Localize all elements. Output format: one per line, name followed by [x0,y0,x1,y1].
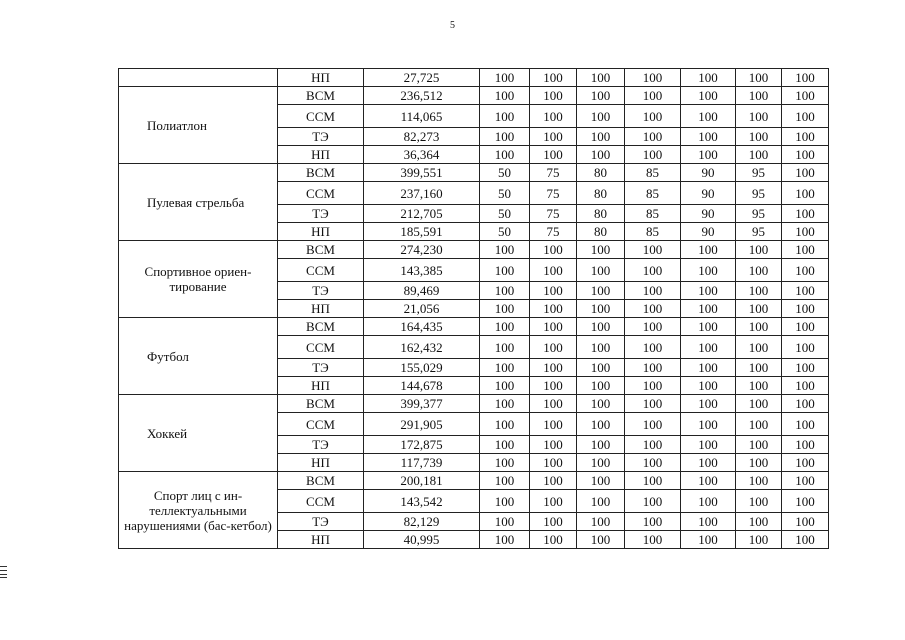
level-cell: НП [278,531,364,549]
pct-cell: 100 [577,490,625,513]
pct-cell: 100 [736,472,782,490]
pct-cell: 100 [480,318,530,336]
pct-cell: 100 [681,87,736,105]
value-cell: 399,551 [364,164,480,182]
pct-cell: 100 [736,436,782,454]
pct-cell: 100 [577,472,625,490]
pct-cell: 100 [681,318,736,336]
pct-cell: 100 [736,69,782,87]
level-cell: НП [278,454,364,472]
value-cell: 236,512 [364,87,480,105]
pct-cell: 100 [625,241,681,259]
pct-cell: 100 [681,490,736,513]
sport-name-cell: Футбол [119,318,278,395]
pct-cell: 100 [530,490,577,513]
scan-edge-mark [0,566,7,578]
pct-cell: 100 [736,377,782,395]
pct-cell: 100 [782,146,829,164]
pct-cell: 100 [736,105,782,128]
pct-cell: 100 [625,413,681,436]
pct-cell: 100 [681,128,736,146]
pct-cell: 80 [577,164,625,182]
pct-cell: 100 [681,146,736,164]
pct-cell: 100 [625,359,681,377]
value-cell: 143,385 [364,259,480,282]
pct-cell: 100 [681,105,736,128]
sport-name-cell: Хоккей [119,395,278,472]
pct-cell: 75 [530,182,577,205]
table-row [119,395,829,413]
pct-cell: 100 [530,105,577,128]
pct-cell: 100 [480,87,530,105]
pct-cell: 100 [530,300,577,318]
pct-cell: 100 [625,454,681,472]
level-cell: ВСМ [278,87,364,105]
pct-cell: 100 [530,146,577,164]
level-cell: НП [278,300,364,318]
level-cell: ССМ [278,105,364,128]
pct-cell: 100 [480,259,530,282]
table-row [119,164,829,182]
pct-cell: 100 [782,164,829,182]
pct-cell: 100 [577,146,625,164]
pct-cell: 100 [782,413,829,436]
pct-cell: 100 [530,413,577,436]
level-cell: ССМ [278,490,364,513]
pct-cell: 100 [577,513,625,531]
pct-cell: 100 [480,359,530,377]
pct-cell: 100 [480,436,530,454]
pct-cell: 100 [577,454,625,472]
pct-cell: 85 [625,164,681,182]
pct-cell: 100 [480,146,530,164]
pct-cell: 100 [782,454,829,472]
level-cell: ВСМ [278,318,364,336]
standards-table [118,68,829,549]
pct-cell: 100 [577,436,625,454]
pct-cell: 95 [736,164,782,182]
pct-cell: 90 [681,205,736,223]
pct-cell: 100 [681,513,736,531]
pct-cell: 85 [625,223,681,241]
value-cell: 164,435 [364,318,480,336]
pct-cell: 100 [577,105,625,128]
pct-cell: 100 [782,377,829,395]
pct-cell: 100 [782,513,829,531]
pct-cell: 100 [577,128,625,146]
pct-cell: 100 [480,300,530,318]
pct-cell: 100 [625,336,681,359]
sport-name-cell: Спорт лиц с ин-теллектуальными нарушениями (бас-кетбол) [119,472,278,549]
pct-cell: 100 [577,318,625,336]
pct-cell: 100 [577,531,625,549]
value-cell: 185,591 [364,223,480,241]
pct-cell: 80 [577,205,625,223]
pct-cell: 100 [577,87,625,105]
pct-cell: 100 [681,454,736,472]
level-cell: ТЭ [278,513,364,531]
level-cell: ВСМ [278,164,364,182]
level-cell: ССМ [278,336,364,359]
pct-cell: 100 [577,359,625,377]
pct-cell: 100 [782,282,829,300]
pct-cell: 100 [530,436,577,454]
pct-cell: 85 [625,205,681,223]
value-cell: 40,995 [364,531,480,549]
pct-cell: 100 [782,395,829,413]
pct-cell: 100 [480,513,530,531]
pct-cell: 95 [736,182,782,205]
pct-cell: 100 [782,205,829,223]
value-cell: 36,364 [364,146,480,164]
pct-cell: 100 [782,336,829,359]
pct-cell: 100 [782,472,829,490]
pct-cell: 100 [625,513,681,531]
pct-cell: 100 [530,531,577,549]
pct-cell: 100 [736,454,782,472]
sport-name-cell: Полиатлон [119,87,278,164]
level-cell: НП [278,146,364,164]
pct-cell: 100 [782,436,829,454]
value-cell: 114,065 [364,105,480,128]
sport-name-cell: Пулевая стрельба [119,164,278,241]
pct-cell: 100 [480,336,530,359]
pct-cell: 100 [577,377,625,395]
pct-cell: 100 [530,128,577,146]
pct-cell: 100 [782,223,829,241]
table-row [119,318,829,336]
pct-cell: 100 [736,241,782,259]
pct-cell: 100 [530,395,577,413]
pct-cell: 100 [480,105,530,128]
pct-cell: 100 [480,377,530,395]
pct-cell: 100 [530,318,577,336]
pct-cell: 100 [625,87,681,105]
pct-cell: 100 [625,128,681,146]
pct-cell: 100 [530,282,577,300]
pct-cell: 100 [681,377,736,395]
table-row [119,241,829,259]
pct-cell: 100 [577,300,625,318]
level-cell: ВСМ [278,395,364,413]
sport-cell-empty [119,69,278,87]
pct-cell: 100 [530,454,577,472]
table-row [119,472,829,490]
pct-cell: 85 [625,182,681,205]
value-cell: 82,273 [364,128,480,146]
pct-cell: 100 [530,472,577,490]
pct-cell: 100 [782,359,829,377]
pct-cell: 100 [681,472,736,490]
level-cell: ВСМ [278,472,364,490]
pct-cell: 100 [530,336,577,359]
pct-cell: 75 [530,223,577,241]
pct-cell: 100 [782,87,829,105]
pct-cell: 100 [625,318,681,336]
pct-cell: 50 [480,223,530,241]
pct-cell: 90 [681,182,736,205]
table-row [119,69,829,87]
pct-cell: 100 [480,128,530,146]
value-cell: 200,181 [364,472,480,490]
level-cell: ВСМ [278,241,364,259]
pct-cell: 100 [625,395,681,413]
pct-cell: 75 [530,205,577,223]
pct-cell: 100 [782,105,829,128]
level-cell: ССМ [278,413,364,436]
value-cell: 27,725 [364,69,480,87]
pct-cell: 100 [736,531,782,549]
pct-cell: 50 [480,164,530,182]
pct-cell: 100 [577,395,625,413]
value-cell: 155,029 [364,359,480,377]
level-cell: ССМ [278,259,364,282]
pct-cell: 100 [681,282,736,300]
pct-cell: 100 [782,300,829,318]
pct-cell: 100 [625,146,681,164]
level-cell: НП [278,69,364,87]
level-cell: ТЭ [278,436,364,454]
pct-cell: 100 [530,513,577,531]
pct-cell: 100 [625,259,681,282]
pct-cell: 100 [681,336,736,359]
pct-cell: 100 [782,69,829,87]
pct-cell: 90 [681,164,736,182]
value-cell: 117,739 [364,454,480,472]
pct-cell: 100 [577,259,625,282]
level-cell: ТЭ [278,282,364,300]
pct-cell: 100 [577,413,625,436]
pct-cell: 100 [736,259,782,282]
pct-cell: 80 [577,223,625,241]
level-cell: ТЭ [278,359,364,377]
pct-cell: 100 [681,395,736,413]
pct-cell: 100 [625,436,681,454]
pct-cell: 100 [480,490,530,513]
pct-cell: 100 [736,336,782,359]
pct-cell: 75 [530,164,577,182]
value-cell: 212,705 [364,205,480,223]
pct-cell: 100 [480,472,530,490]
pct-cell: 100 [625,377,681,395]
value-cell: 237,160 [364,182,480,205]
pct-cell: 100 [681,300,736,318]
pct-cell: 100 [625,300,681,318]
pct-cell: 50 [480,182,530,205]
pct-cell: 100 [681,259,736,282]
level-cell: ТЭ [278,128,364,146]
pct-cell: 100 [577,241,625,259]
pct-cell: 100 [736,359,782,377]
pct-cell: 90 [681,223,736,241]
pct-cell: 100 [625,472,681,490]
pct-cell: 100 [480,531,530,549]
pct-cell: 100 [736,490,782,513]
pct-cell: 100 [480,413,530,436]
value-cell: 162,432 [364,336,480,359]
pct-cell: 100 [782,531,829,549]
pct-cell: 100 [782,241,829,259]
pct-cell: 100 [681,69,736,87]
pct-cell: 95 [736,223,782,241]
pct-cell: 100 [681,359,736,377]
pct-cell: 100 [681,436,736,454]
pct-cell: 100 [625,105,681,128]
pct-cell: 100 [782,182,829,205]
pct-cell: 100 [480,395,530,413]
pct-cell: 100 [530,259,577,282]
pct-cell: 100 [736,395,782,413]
pct-cell: 100 [681,531,736,549]
value-cell: 143,542 [364,490,480,513]
value-cell: 274,230 [364,241,480,259]
pct-cell: 100 [530,377,577,395]
pct-cell: 100 [480,282,530,300]
pct-cell: 100 [736,318,782,336]
pct-cell: 100 [480,454,530,472]
pct-cell: 100 [681,413,736,436]
pct-cell: 100 [736,87,782,105]
pct-cell: 100 [782,259,829,282]
value-cell: 89,469 [364,282,480,300]
page-number: 5 [450,20,455,31]
pct-cell: 50 [480,205,530,223]
pct-cell: 100 [736,146,782,164]
level-cell: ССМ [278,182,364,205]
pct-cell: 100 [681,241,736,259]
value-cell: 82,129 [364,513,480,531]
pct-cell: 100 [736,282,782,300]
pct-cell: 100 [577,336,625,359]
pct-cell: 100 [480,241,530,259]
pct-cell: 100 [782,490,829,513]
level-cell: НП [278,223,364,241]
value-cell: 172,875 [364,436,480,454]
sport-name-cell: Спортивное ориен-тирование [119,241,278,318]
value-cell: 144,678 [364,377,480,395]
pct-cell: 100 [625,69,681,87]
table-body [119,69,829,549]
pct-cell: 100 [782,128,829,146]
pct-cell: 100 [577,282,625,300]
pct-cell: 100 [736,513,782,531]
level-cell: ТЭ [278,205,364,223]
pct-cell: 100 [480,69,530,87]
pct-cell: 100 [530,69,577,87]
pct-cell: 100 [530,87,577,105]
pct-cell: 100 [736,300,782,318]
level-cell: НП [278,377,364,395]
pct-cell: 95 [736,205,782,223]
pct-cell: 100 [625,282,681,300]
value-cell: 21,056 [364,300,480,318]
pct-cell: 100 [782,318,829,336]
pct-cell: 100 [736,128,782,146]
pct-cell: 80 [577,182,625,205]
value-cell: 399,377 [364,395,480,413]
pct-cell: 100 [530,241,577,259]
pct-cell: 100 [625,490,681,513]
pct-cell: 100 [625,531,681,549]
table-row [119,87,829,105]
pct-cell: 100 [736,413,782,436]
pct-cell: 100 [530,359,577,377]
value-cell: 291,905 [364,413,480,436]
pct-cell: 100 [577,69,625,87]
